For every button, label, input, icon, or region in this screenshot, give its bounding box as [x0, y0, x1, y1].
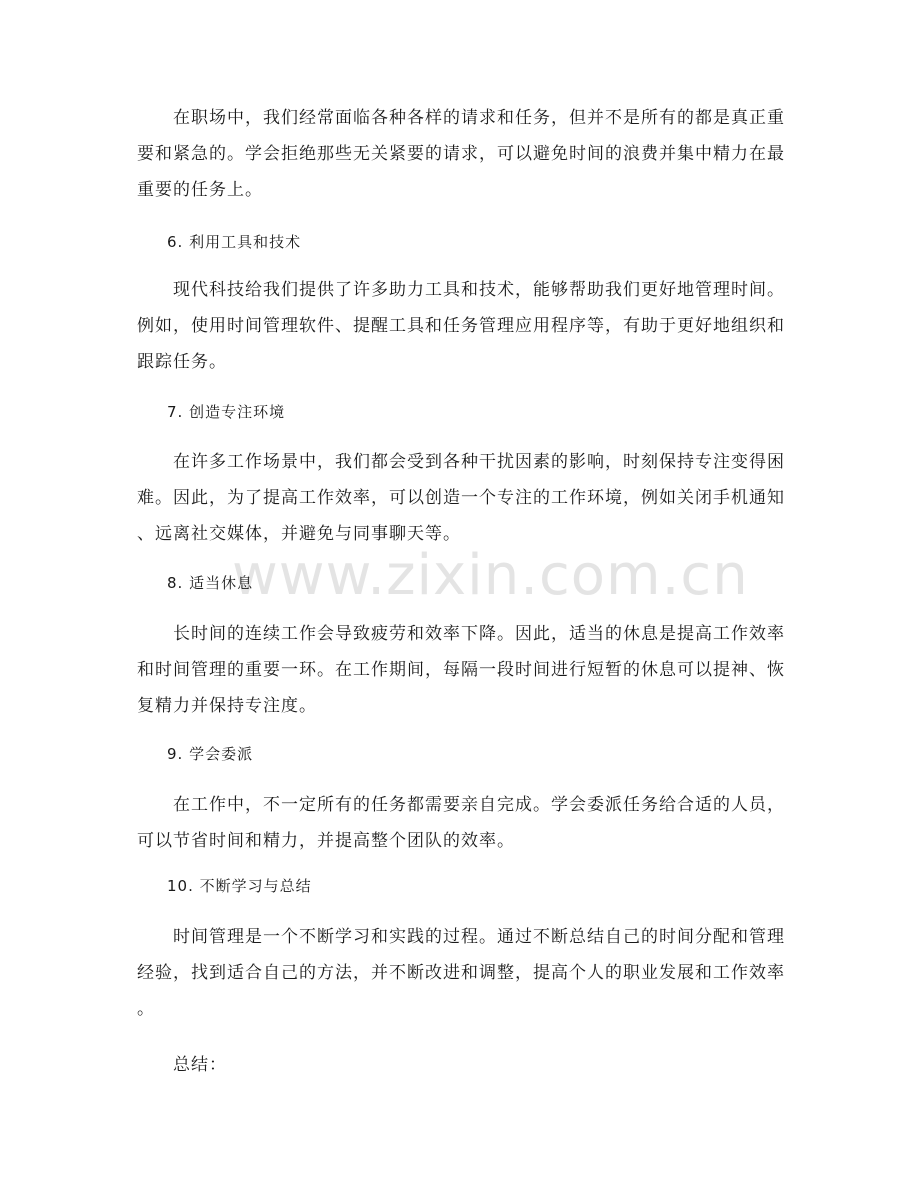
- paragraph-delegate: [137, 787, 787, 859]
- paragraph-line: 和时间管理的重要一环。在工作期间，每隔一段时间进行短暂的休息可以提神、恢: [137, 660, 785, 680]
- paragraph-line: 在许多工作场景中，我们都会受到各种干扰因素的影响，时刻保持专注变得困: [137, 452, 785, 472]
- paragraph-line: 经验，找到适合自己的方法，并不断改进和调整，提高个人的职业发展和工作效率: [137, 963, 785, 983]
- paragraph-refuse-requests: [137, 100, 787, 208]
- paragraph-line: 复精力并保持专注度。: [137, 696, 317, 716]
- paragraph-line: 可以节省时间和精力，并提高整个团队的效率。: [137, 831, 515, 851]
- paragraph-line: 在工作中，不一定所有的任务都需要亲自完成。学会委派任务给合适的人员，: [137, 795, 785, 815]
- section-heading-delegate: 9. 学会委派: [167, 745, 254, 763]
- section-heading-tools: 6. 利用工具和技术: [167, 233, 302, 251]
- paragraph-line: 难。因此，为了提高工作效率，可以创造一个专注的工作环境，例如关闭手机通知: [137, 488, 785, 508]
- paragraph-tools: [137, 272, 787, 380]
- paragraph-line: 跟踪任务。: [137, 352, 227, 372]
- paragraph-line: 长时间的连续工作会导致疲劳和效率下降。因此，适当的休息是提高工作效率: [137, 624, 785, 644]
- paragraph-line: 在职场中，我们经常面临各种各样的请求和任务，但并不是所有的都是真正重: [137, 108, 785, 128]
- section-heading-rest: 8. 适当休息: [167, 574, 254, 592]
- section-heading-learn-summarize: 10. 不断学习与总结: [167, 877, 312, 895]
- paragraph-line: 例如，使用时间管理软件、提醒工具和任务管理应用程序等，有助于更好地组织和: [137, 316, 785, 336]
- paragraph-focus-environment: [137, 444, 787, 552]
- summary-label: [137, 1047, 787, 1083]
- paragraph-learn-summarize: [137, 919, 787, 1027]
- section-heading-focus-environment: 7. 创造专注环境: [167, 403, 286, 421]
- paragraph-line: 、远离社交媒体，并避免与同事聊天等。: [137, 524, 461, 544]
- paragraph-line: 总结：: [137, 1055, 227, 1075]
- paragraph-line: 。: [137, 999, 155, 1019]
- paragraph-line: 时间管理是一个不断学习和实践的过程。通过不断总结自己的时间分配和管理: [137, 927, 785, 947]
- paragraph-rest: [137, 616, 787, 724]
- watermark: www.zixin.com.cn: [232, 543, 749, 608]
- paragraph-line: 要和紧急的。学会拒绝那些无关紧要的请求，可以避免时间的浪费并集中精力在最: [137, 144, 785, 164]
- paragraph-line: 重要的任务上。: [137, 180, 263, 200]
- paragraph-line: 现代科技给我们提供了许多助力工具和技术，能够帮助我们更好地管理时间。: [137, 280, 785, 300]
